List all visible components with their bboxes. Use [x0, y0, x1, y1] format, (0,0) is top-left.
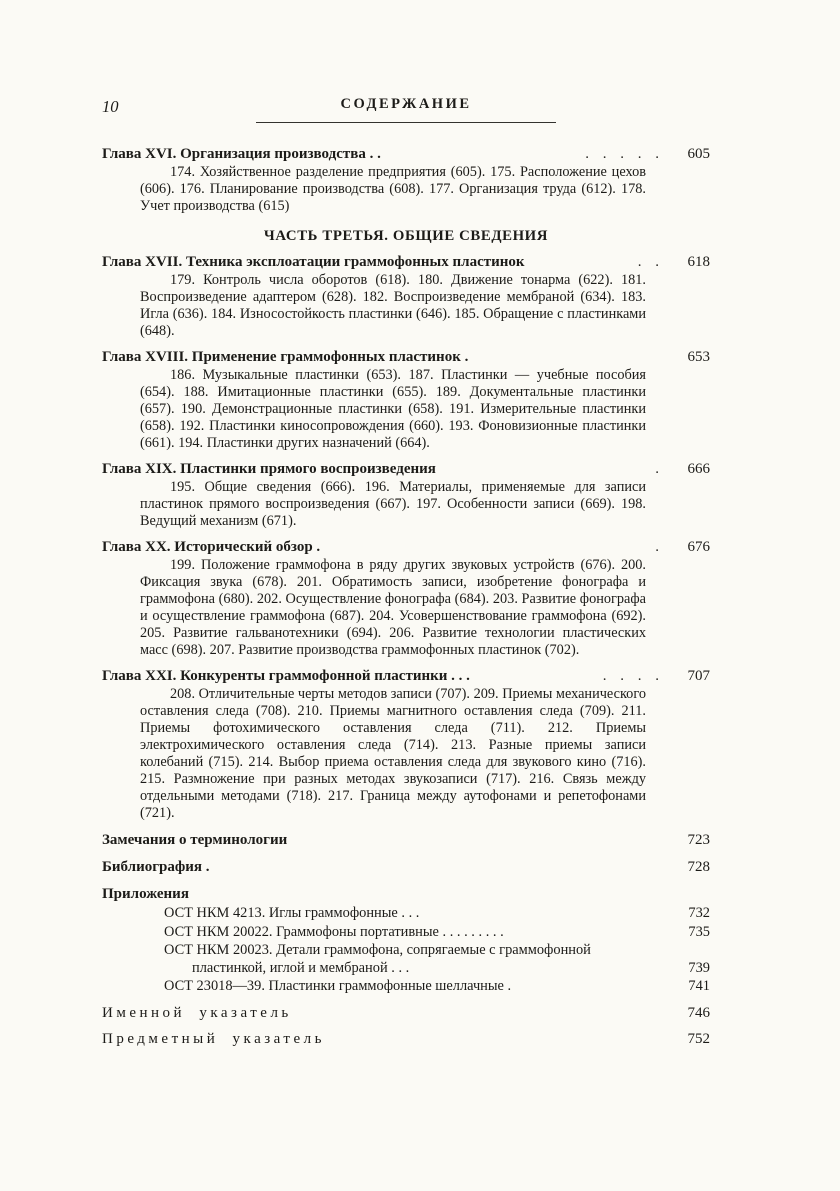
appendix-page-number: 735	[688, 923, 710, 940]
toc-entry-chapter-17	[102, 253, 710, 340]
appendix-entry-ost-23018	[102, 978, 710, 996]
entry-page-number: 723	[687, 832, 710, 848]
chapter-title: Глава XIX. Пластинки прямого воспроизведения	[102, 461, 436, 477]
chapter-page-number: 618	[687, 254, 710, 270]
entry-title: Библиография .	[102, 859, 210, 875]
leader-dots: . . . .	[602, 668, 664, 684]
chapter-title: Глава XVI. Организация производства . .	[102, 146, 381, 162]
chapter-sections-summary: 186. Музыкальные пластинки (653). 187. Пластинки — учебные пособия (654). 188. Имитационные пластинки (655). 189. Документальные пластинки (657). 190. Демонстрационные пластинки (658). 191. Измерительные пластинки (658). 192. Пластинки киносопровождения (660). 193. Фоновизионные пластинки (661). 194. Пластинки других назначений (664).	[140, 367, 646, 451]
index-title: Именной указатель	[102, 1004, 292, 1021]
entry-title: Приложения	[102, 886, 189, 902]
chapter-title-row	[102, 460, 710, 478]
appendix-standards-list	[102, 905, 710, 996]
toc-entry-chapter-20	[102, 538, 710, 659]
entry-page-number: 728	[687, 859, 710, 875]
index-page-number: 746	[687, 1004, 710, 1021]
appendix-page-number: 732	[688, 905, 710, 921]
index-page-number: 752	[687, 1030, 710, 1047]
chapter-sections-summary: 208. Отличительные черты методов записи (707). 209. Приемы механического оставления следа (708). 210. Приемы магнитного оставления следа (709). 211. Приемы фотохимического оставления следа (711). 212. Приемы электрохимического оставления следа (714). 213. Разные приемы записи колебаний (715). 214. Выбор приема оставления следа для звукового кино (716). 215. Размножение при разных методах звукозаписи (717). 216. Связь между отдельными методами (718). 217. Граница между аутофонами и репетофонами (721).	[140, 686, 646, 821]
chapter-title: Глава XVII. Техника эксплоатации граммофонных пластинок	[102, 254, 525, 270]
entry-title: Замечания о терминологии	[102, 832, 288, 848]
toc-entry-chapter-16	[102, 145, 710, 215]
appendix-entry-ost-20022	[102, 924, 710, 942]
chapter-title: Глава XVIII. Применение граммофонных пластинок .	[102, 349, 469, 365]
chapter-page-number: 605	[687, 146, 710, 162]
chapter-page-number: 707	[687, 668, 710, 684]
table-of-contents	[102, 145, 710, 1048]
chapter-title: Глава XX. Исторический обзор .	[102, 539, 321, 555]
chapter-sections-summary: 174. Хозяйственное разделение предприятия (605). 175. Расположение цехов (606). 176. Планирование производства (608). 177. Организация труда (612). 178. Учет производства (615)	[140, 164, 646, 214]
chapter-page-number: 666	[687, 461, 710, 477]
chapter-sections-summary: 179. Контроль числа оборотов (618). 180. Движение тонарма (622). 181. Воспроизведение адаптером (628). 182. Воспроизведение мембраной (634). 183. Игла (636). 184. Износостойкость пластинки (646). 185. Обращение с пластинками (648).	[140, 272, 646, 339]
closing-entries	[102, 831, 710, 903]
toc-entry-chapter-18	[102, 348, 710, 452]
chapter-title-row	[102, 667, 710, 685]
toc-entry-subject-index	[102, 1030, 710, 1048]
appendix-entry-ost-4213	[102, 905, 710, 923]
chapter-title-row	[102, 253, 710, 271]
toc-entry-name-index	[102, 1004, 710, 1022]
chapter-title: Глава XXI. Конкуренты граммофонной пластинки . . .	[102, 668, 470, 684]
toc-entry-bibliography	[102, 858, 710, 876]
part-heading: ЧАСТЬ ТРЕТЬЯ. ОБЩИЕ СВЕДЕНИЯ	[263, 228, 549, 244]
leader-dots: .	[655, 539, 664, 555]
leader-dots: .	[655, 461, 664, 477]
running-head-row	[102, 96, 710, 118]
appendix-page-number: 741	[688, 978, 710, 994]
appendix-title: ОСТ НКМ 20023. Детали граммофона, сопрягаемые с граммофонной пластинкой, иглой и мембраной . . .	[164, 942, 591, 976]
chapter-sections-summary: 195. Общие сведения (666). 196. Материалы, применяемые для записи пластинок прямого воспроизведения (667). 197. Особенности записи (669). 198. Ведущий механизм (671).	[140, 479, 646, 529]
chapter-page-number: 676	[687, 539, 710, 555]
index-title: Предметный указатель	[102, 1030, 325, 1047]
chapter-title-row	[102, 145, 710, 163]
toc-entry-chapter-19	[102, 460, 710, 530]
chapter-title-row	[102, 538, 710, 556]
page-number-folio: 10	[102, 97, 119, 116]
leader-dots: . . . . .	[585, 146, 664, 162]
chapter-sections-summary: 199. Положение граммофона в ряду других звуковых устройств (676). 200. Фиксация звука (678). 201. Обратимость записи, изобретение фонографа и граммофона (680). 202. Осуществление фонографа (684). 203. Развитие фонографа и осуществление граммофона (687). 204. Усовершенствование граммофона (692). 205. Развитие гальванотехники (694). 206. Развитие технологии пластических масс (698). 207. Развитие производства граммофонных пластинок (702).	[140, 557, 646, 658]
appendix-title: ОСТ НКМ 20022. Граммофоны портативные . . . . . . . . .	[164, 923, 504, 940]
header-rule	[256, 122, 556, 123]
running-head-title: СОДЕРЖАНИЕ	[340, 96, 472, 112]
appendix-page-number: 739	[688, 959, 710, 976]
appendix-title: ОСТ 23018—39. Пластинки граммофонные шеллачные .	[164, 978, 512, 994]
toc-entry-appendices-heading	[102, 885, 710, 903]
appendix-entry-ost-20023	[102, 942, 710, 977]
toc-entry-chapter-21	[102, 667, 710, 822]
leader-dots: . .	[637, 254, 664, 270]
chapter-page-number: 653	[687, 349, 710, 365]
appendix-title: ОСТ НКМ 4213. Иглы граммофонные . . .	[164, 905, 420, 921]
chapter-title-row	[102, 348, 710, 366]
toc-entry-terminology-notes	[102, 831, 710, 849]
toc-content	[102, 96, 710, 1048]
